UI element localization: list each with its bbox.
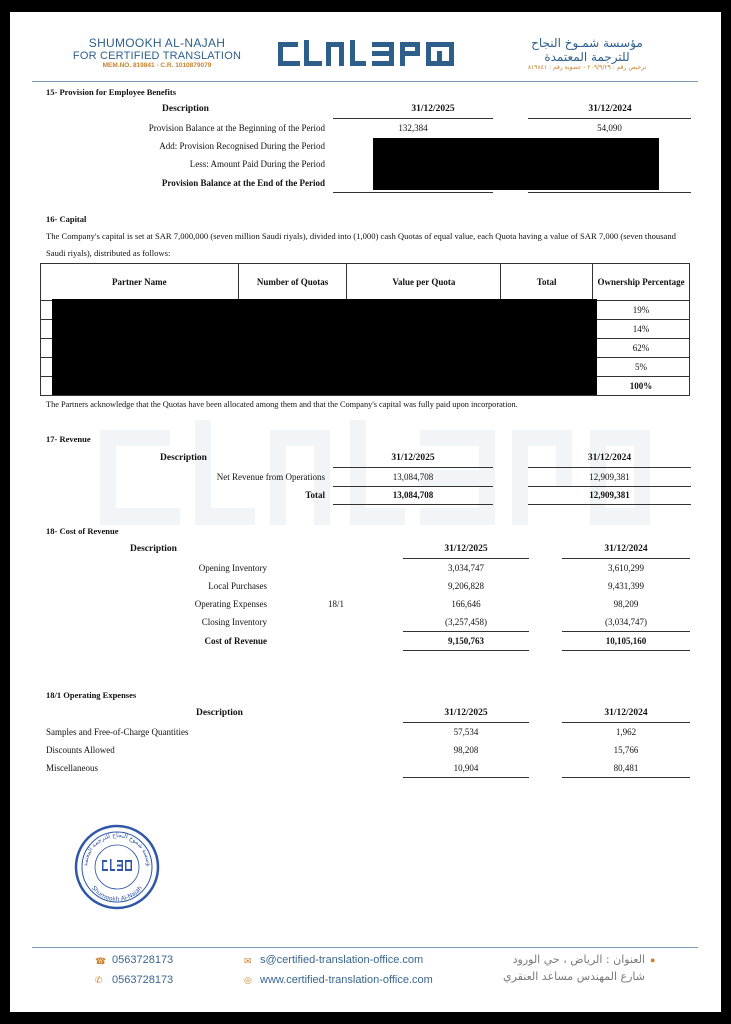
s181-rule <box>403 777 529 778</box>
s15-rule <box>333 192 493 193</box>
s18-col-2024: 31/12/2024 <box>604 544 648 554</box>
section-15-title: 15- Provision for Employee Benefits <box>46 87 177 97</box>
s17-total-2025: 13,084,708 <box>392 490 434 500</box>
phone-icon: ☎ <box>95 956 107 966</box>
s17-col-2024: 31/12/2024 <box>587 453 632 463</box>
s15-row-value-2024: 54,090 <box>597 123 622 133</box>
s18-total-2025: 9,150,763 <box>448 636 484 646</box>
company-name-ar: مؤسسة شمـوخ النجاح <box>531 36 643 50</box>
cap-header: Value per Quota <box>347 264 501 301</box>
capital-note: The Partners acknowledge that the Quotas have been allocated among them and that the Company's capital was fully paid upon incorporation. <box>46 400 518 409</box>
header-arabic <box>492 36 682 71</box>
company-logo <box>276 36 458 72</box>
s17-rule <box>333 467 493 468</box>
header-divider <box>32 81 698 82</box>
s17-rule <box>528 504 691 505</box>
web-icon: ◎ <box>244 975 252 985</box>
ownership-pct: 19% <box>593 301 690 320</box>
s17-col-2025: 31/12/2025 <box>391 453 435 463</box>
s17-total-2024: 12,909,381 <box>589 490 630 500</box>
stamp-text-bottom: Shumookh Al-Najah <box>90 884 144 904</box>
s18-row-value-2025: 9,206,828 <box>448 581 484 591</box>
s18-rule <box>403 558 529 559</box>
s18-row-value-2024: (3,034,747) <box>605 617 647 627</box>
company-name-en: SHUMOOKH AL-NAJAH <box>88 36 226 50</box>
s18-rule <box>403 631 529 632</box>
header-english <box>62 36 252 69</box>
s17-row-value-2025: 13,084,708 <box>392 472 434 482</box>
footer-address-line1: العنوان : الرياض ، حي الورود <box>512 953 645 966</box>
cap-header: Total <box>501 264 593 301</box>
s18-row-value-2025: (3,257,458) <box>445 617 487 627</box>
s15-rule <box>528 192 691 193</box>
s181-row-value-2025: 57,534 <box>453 727 479 737</box>
s18-col-description: Description <box>130 544 177 554</box>
s181-row-label: Samples and Free-of-Charge Quantities <box>46 727 189 737</box>
s15-col-2024: 31/12/2024 <box>588 104 632 114</box>
footer-website[interactable]: www.certified-translation-office.com <box>260 974 433 986</box>
s15-col-description: Description <box>162 104 209 114</box>
ownership-pct: 5% <box>593 358 690 377</box>
ownership-pct-total: 100% <box>593 377 690 396</box>
s18-row-value-2024: 3,610,299 <box>608 563 644 573</box>
footer-whatsapp[interactable]: 0563728173 <box>112 974 174 986</box>
ownership-pct: 62% <box>593 339 690 358</box>
s18-total-label: Cost of Revenue <box>204 636 267 646</box>
company-reg-ar: ترخيص رقم : ٢٠٩/٩/٢٩ - عضوية رقم : ٨١٩٨٤١ <box>527 64 647 71</box>
company-reg-en: MEM.NO. 819841 - C.R. 1010879079 <box>102 62 212 69</box>
s18-row-value-2024: 98,209 <box>613 599 639 609</box>
s15-col-2025: 31/12/2025 <box>411 104 455 114</box>
s181-row-value-2024: 15,766 <box>613 745 639 755</box>
section-18-1-title: 18/1 Operating Expenses <box>46 690 137 700</box>
footer-phone[interactable]: 0563728173 <box>112 954 174 966</box>
s18-row-value-2025: 3,034,747 <box>448 563 484 573</box>
company-stamp <box>74 824 160 910</box>
s17-rule <box>528 486 691 487</box>
s181-row-value-2025: 10,904 <box>453 763 479 773</box>
company-sub-en: FOR CERTIFIED TRANSLATION <box>72 50 242 62</box>
cap-header: Ownership Percentage <box>593 264 690 301</box>
s17-row-label: Net Revenue from Operations <box>216 472 325 482</box>
svg-text:Shumookh Al-Najah <box>90 885 144 903</box>
s18-rule <box>562 650 690 651</box>
whatsapp-icon: ✆ <box>95 975 103 985</box>
s18-rule <box>403 650 529 651</box>
s18-row-note-ref: 18/1 <box>328 599 345 609</box>
s17-rule <box>528 467 691 468</box>
footer-address-line2: شارع المهندس مساعد العنقري <box>503 970 645 983</box>
s181-rule <box>403 722 529 723</box>
stamp-text-top: ؤسسة شموخ النجاح للترجمة المعتمد <box>81 831 153 867</box>
capital-paragraph: The Company's capital is set at SAR 7,000,000 (seven million Saudi riyals), divided into (1,000) cash Quotas of equal value, each Quota having a value of SAR 7,000 (seven thousand Saudi riyals), distributed as follows: <box>46 231 676 258</box>
s181-rule <box>562 722 690 723</box>
s18-total-2024: 10,105,160 <box>605 636 647 646</box>
s17-total-label: Total <box>305 490 325 500</box>
s181-col-description: Description <box>196 708 243 718</box>
s181-row-label: Miscellaneous <box>46 763 98 773</box>
footer-divider <box>32 947 698 948</box>
cap-header: Number of Quotas <box>238 264 347 301</box>
document-page <box>10 12 721 1012</box>
s15-row-value-2025: 132,384 <box>398 123 428 133</box>
redaction-box <box>373 138 659 190</box>
footer-email[interactable]: s@certified-translation-office.com <box>260 954 424 966</box>
ownership-pct: 14% <box>593 320 690 339</box>
s15-rule <box>333 118 493 119</box>
s18-row-label: Closing Inventory <box>201 617 267 627</box>
s15-total-label: Provision Balance at the End of the Period <box>161 178 325 188</box>
s15-row-label: Less: Amount Paid During the Period <box>189 159 325 169</box>
s15-rule <box>528 118 691 119</box>
s18-row-label: Opening Inventory <box>198 563 267 573</box>
section-16-title: 16- Capital <box>46 214 87 224</box>
email-icon: ✉ <box>244 956 252 966</box>
s181-row-value-2025: 98,208 <box>453 745 479 755</box>
s181-col-2024: 31/12/2024 <box>604 708 648 718</box>
company-sub-ar: للترجمة المعتمدة <box>544 50 630 64</box>
s15-row-label: Add: Provision Recognised During the Period <box>159 141 325 151</box>
s18-row-value-2024: 9,431,399 <box>608 581 644 591</box>
s181-row-label: Discounts Allowed <box>46 745 115 755</box>
s181-col-2025: 31/12/2025 <box>444 708 488 718</box>
section-17-title: 17- Revenue <box>46 434 91 444</box>
s15-row-label: Provision Balance at the Beginning of the Period <box>148 123 325 133</box>
s17-row-value-2024: 12,909,381 <box>589 472 630 482</box>
location-icon: ● <box>650 955 656 965</box>
s17-rule <box>333 486 493 487</box>
section-18-title: 18- Cost of Revenue <box>46 526 119 536</box>
s181-row-value-2024: 80,481 <box>613 763 639 773</box>
s18-col-2025: 31/12/2025 <box>444 544 488 554</box>
cap-header: Partner Name <box>41 264 239 301</box>
s181-row-value-2024: 1,962 <box>615 727 637 737</box>
redaction-box <box>52 299 597 395</box>
s181-rule <box>562 777 690 778</box>
s17-col-description: Description <box>160 453 207 463</box>
s17-rule <box>333 504 493 505</box>
s18-row-label: Local Purchases <box>208 581 267 591</box>
s18-rule <box>562 631 690 632</box>
s18-row-label: Operating Expenses <box>194 599 267 609</box>
s18-rule <box>562 558 690 559</box>
s18-row-value-2025: 166,646 <box>451 599 481 609</box>
